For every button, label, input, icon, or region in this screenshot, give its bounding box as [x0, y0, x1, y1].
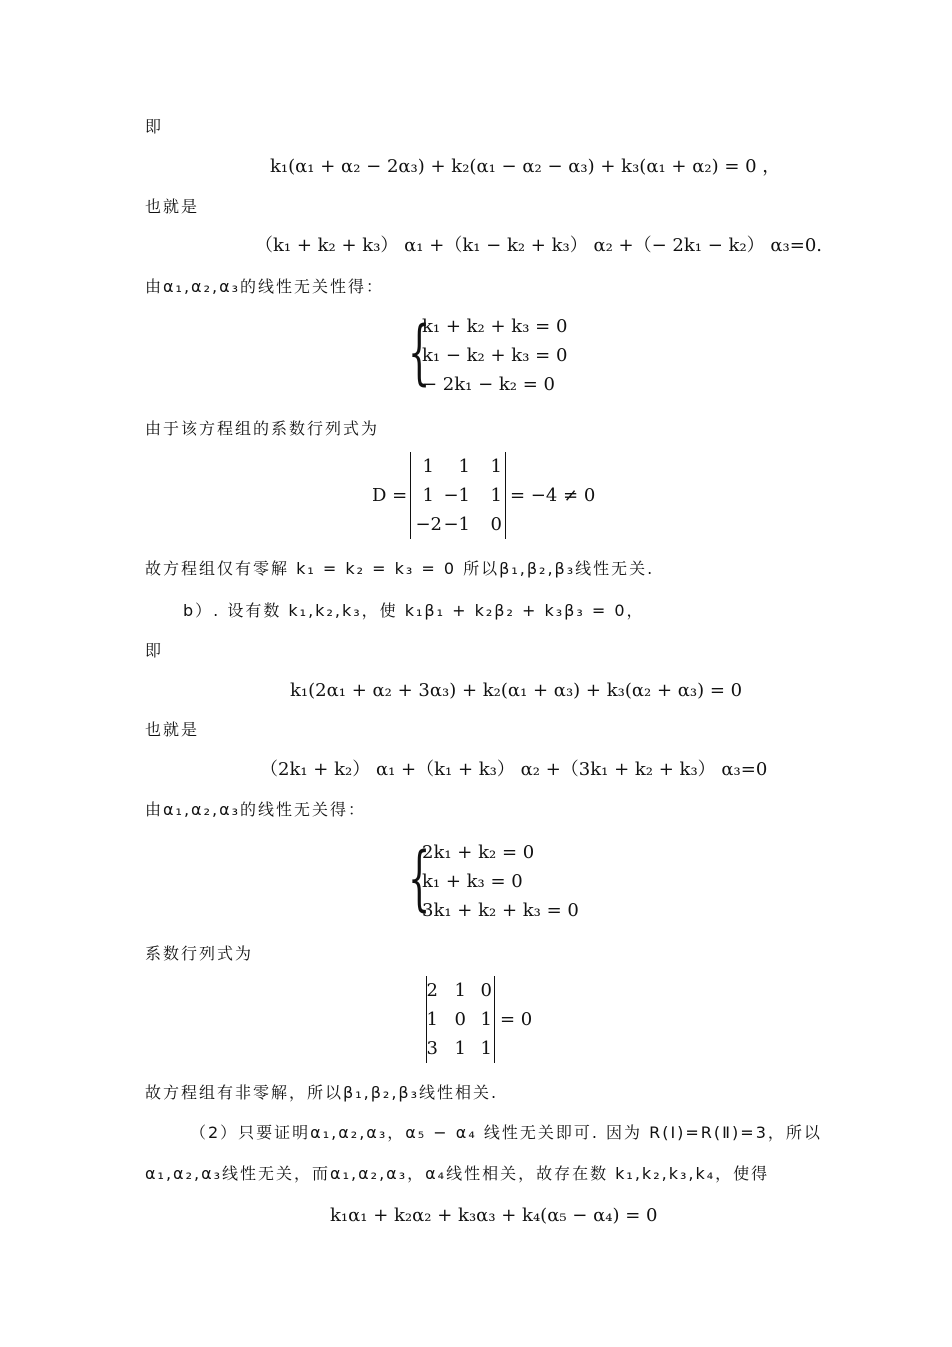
formula-expanded-1: （k₁ + k₂ + k₃） α₁ +（k₁ − k₂ + k₃） α₂ +（− 2k₁ − k₂） α₃=0. [255, 235, 823, 256]
det-cell: 3 [426, 1038, 438, 1059]
det-cell: 1 [426, 1009, 438, 1030]
det-cell: −1 [443, 514, 470, 535]
det-cell: 1 [422, 485, 434, 506]
determinant-right-bar [505, 452, 506, 539]
det-cell: 0 [480, 980, 492, 1001]
text-line-15: 由α₁,α₂,α₃的线性无关得： [145, 800, 367, 819]
text-line-20: （2）只要证明α₁,α₂,α₃，α₅ − α₄ 线性无关即可. 因为 R(Ⅰ)=R(Ⅱ)=3，所以 [190, 1123, 822, 1142]
det-cell: 1 [454, 1038, 466, 1059]
system-row: 3k₁ + k₂ + k₃ = 0 [422, 900, 579, 921]
det-cell: 2 [426, 980, 438, 1001]
text-line-1: 即 [145, 117, 164, 136]
formula-combination-3: k₁α₁ + k₂α₂ + k₃α₃ + k₄(α₅ − α₄) = 0 [330, 1205, 658, 1226]
formula-combination-2: k₁(2α₁ + α₂ + 3α₃) + k₂(α₁ + α₃) + k₃(α₂ + α₃) = 0 [290, 680, 743, 701]
formula-expanded-2: （2k₁ + k₂） α₁ +（k₁ + k₃） α₂ +（3k₁ + k₂ + k₃） α₃=0 [260, 759, 768, 780]
det-cell: 1 [480, 1038, 492, 1059]
determinant-1 [372, 452, 596, 540]
determinant-prefix: D = [372, 485, 408, 506]
system-row: k₁ + k₂ + k₃ = 0 [422, 316, 568, 337]
system-row: − 2k₁ − k₂ = 0 [422, 374, 556, 395]
text-line-19: 故方程组有非零解，所以β₁,β₂,β₃线性相关. [145, 1083, 499, 1102]
det-cell: 1 [480, 1009, 492, 1030]
text-line-13: 也就是 [145, 720, 200, 739]
det-cell: 1 [422, 456, 434, 477]
text-line-21: α₁,α₂,α₃线性无关，而α₁,α₂,α₃，α₄线性相关，故存在数 k₁,k₂,k₃,k₄，使得 [145, 1164, 770, 1183]
det-cell: 1 [454, 980, 466, 1001]
determinant-2 [422, 976, 552, 1064]
det-cell: −2 [415, 514, 442, 535]
left-brace: { [408, 311, 431, 393]
text-line-3: 也就是 [145, 197, 200, 216]
text-line-11: 即 [145, 641, 164, 660]
text-line-10: b）. 设有数 k₁,k₂,k₃，使 k₁β₁ + k₂β₂ + k₃β₃ = 0， [183, 601, 645, 620]
left-brace: { [408, 837, 431, 919]
det-cell: 1 [490, 456, 502, 477]
system-row: k₁ − k₂ + k₃ = 0 [422, 345, 568, 366]
equation-system-1 [408, 312, 608, 404]
system-row: 2k₁ + k₂ = 0 [422, 842, 535, 863]
det-cell: 0 [490, 514, 502, 535]
det-cell: 1 [458, 456, 470, 477]
text-line-9: 故方程组仅有零解 k₁ = k₂ = k₃ = 0 所以β₁,β₂,β₃线性无关. [145, 559, 655, 578]
formula-combination-1: k₁(α₁ + α₂ − 2α₃) + k₂(α₁ − α₂ − α₃) + k₃(α₁ + α₂) = 0 ， [270, 156, 781, 177]
system-row: k₁ + k₃ = 0 [422, 871, 523, 892]
equation-system-2 [408, 838, 608, 930]
det-cell: 0 [454, 1009, 466, 1030]
text-line-17: 系数行列式为 [145, 944, 254, 963]
determinant-right-bar [494, 976, 495, 1063]
det-cell: −1 [443, 485, 470, 506]
text-line-7: 由于该方程组的系数行列式为 [145, 419, 380, 438]
determinant-result: = 0 [500, 1009, 533, 1030]
determinant-result: = −4 ≠ 0 [510, 485, 596, 506]
det-cell: 1 [490, 485, 502, 506]
text-line-5: 由α₁,α₂,α₃的线性无关性得： [145, 277, 385, 296]
